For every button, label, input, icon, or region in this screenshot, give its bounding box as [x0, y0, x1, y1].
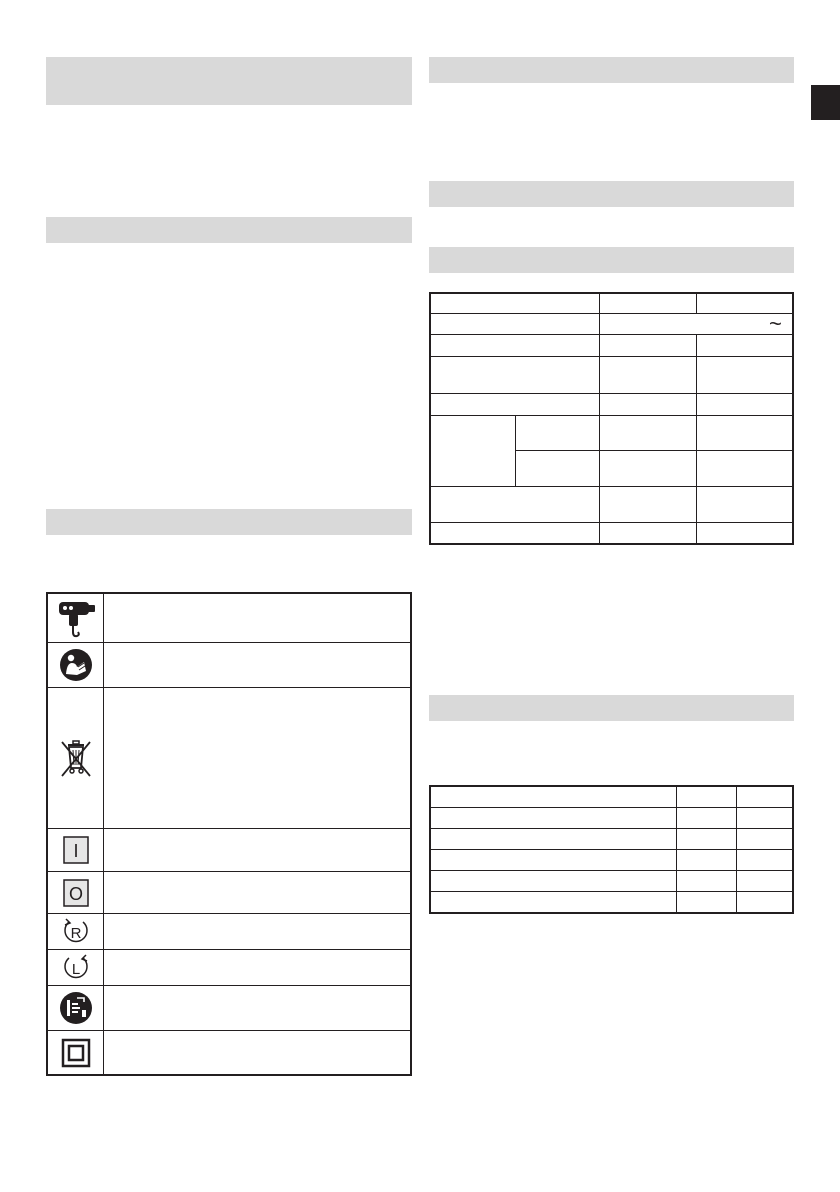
table-rule — [431, 807, 792, 808]
table-rule — [431, 486, 792, 487]
table-rule — [696, 294, 697, 313]
section-header-bar-6 — [429, 247, 794, 273]
table-rule — [515, 450, 792, 451]
section-header-bar-7 — [429, 695, 794, 721]
section-header-bar-4 — [429, 57, 794, 83]
symbol-row — [48, 688, 410, 829]
table-rule — [431, 849, 792, 850]
symbol-row — [48, 986, 410, 1031]
accessories-table — [429, 785, 794, 914]
section-header-bar-1 — [46, 57, 412, 105]
switch-off-O-icon — [48, 872, 104, 913]
symbol-row — [48, 872, 410, 914]
right-label: R — [70, 924, 81, 942]
left-label: L — [71, 960, 80, 978]
table-rule — [431, 415, 792, 416]
table-rule — [431, 313, 792, 314]
specifications-table — [429, 292, 794, 545]
table-rule — [599, 334, 600, 543]
table-rule — [676, 787, 677, 912]
symbol-row — [48, 594, 410, 643]
disconnect-plug-icon — [48, 986, 104, 1030]
table-rule — [431, 828, 792, 829]
symbol-row — [48, 1031, 410, 1074]
class-ii-double-square-icon — [48, 1031, 104, 1074]
table-rule — [599, 313, 600, 334]
symbol-row — [48, 643, 410, 688]
section-header-bar-3 — [46, 509, 412, 535]
table-rule — [431, 522, 792, 523]
section-header-bar-2 — [46, 217, 412, 243]
table-rule — [431, 891, 792, 892]
symbol-row — [48, 829, 410, 872]
switch-on-label: I — [72, 841, 79, 861]
table-rule — [431, 870, 792, 871]
symbol-row — [48, 914, 410, 950]
crossed-out-wheelie-bin-icon — [48, 688, 104, 828]
symbols-table — [46, 592, 412, 1076]
ac-voltage-symbol: ~ — [769, 311, 782, 336]
table-rule — [515, 415, 516, 486]
language-tab-marker — [811, 85, 840, 120]
table-rule — [431, 393, 792, 394]
table-rule — [431, 356, 792, 357]
section-header-bar-5 — [429, 181, 794, 207]
symbol-row — [48, 950, 410, 986]
rotation-right-R-icon — [48, 914, 104, 949]
table-rule — [736, 787, 737, 912]
read-manual-icon — [48, 643, 104, 687]
table-rule — [599, 294, 600, 313]
rotation-left-L-icon — [48, 950, 104, 985]
switch-off-label: O — [68, 883, 83, 904]
table-rule — [431, 334, 792, 335]
switch-on-I-icon — [48, 829, 104, 871]
power-tool-hanging-icon — [48, 594, 104, 642]
table-rule — [696, 334, 697, 543]
